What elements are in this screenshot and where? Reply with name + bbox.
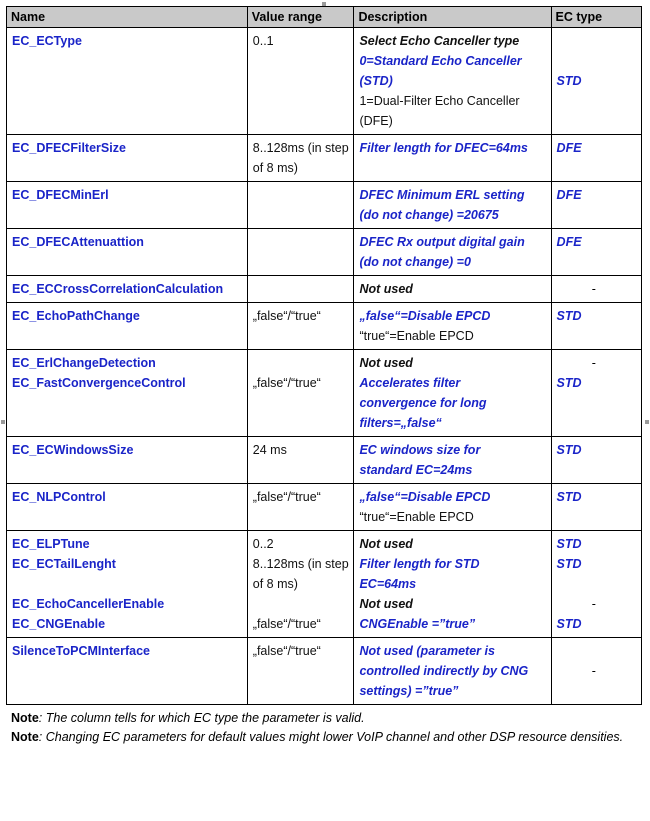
header-description: Description xyxy=(354,7,551,28)
ec-type-value: STD xyxy=(556,376,582,390)
ec-type-value: DFE xyxy=(556,235,582,249)
cell-description xyxy=(354,276,551,303)
resize-handle-top[interactable] xyxy=(322,2,326,6)
description-line: DFEC Minimum ERL setting xyxy=(359,188,525,202)
note-line xyxy=(11,728,637,747)
description-line: (DFE) xyxy=(359,114,393,128)
description-line: EC=64ms xyxy=(359,577,417,591)
cell-description xyxy=(354,531,551,638)
cell-name xyxy=(7,135,248,182)
cell-value-range xyxy=(247,229,354,276)
description-line: Not used xyxy=(359,356,413,370)
ec-type-value: STD xyxy=(556,309,582,323)
value-range-text: „false“/“true“ xyxy=(252,309,321,323)
cell-name xyxy=(7,350,248,437)
parameter-name: EC_FastConvergenceControl xyxy=(12,376,186,390)
cell-description xyxy=(354,135,551,182)
note-text: : The column tells for which EC type the parameter is valid. xyxy=(38,711,365,725)
ec-type-value xyxy=(557,91,637,111)
parameter-table-sheet xyxy=(6,6,642,753)
cell-ec-type xyxy=(551,28,641,135)
cell-value-range xyxy=(247,28,354,135)
ec-type-value xyxy=(557,574,637,594)
value-range-text: 0..1 xyxy=(252,34,274,48)
cell-description xyxy=(354,303,551,350)
table-row xyxy=(7,638,642,705)
description-line: CNGEnable =”true” xyxy=(359,617,476,631)
description-line: “true“=Enable EPCD xyxy=(359,329,474,343)
ec-type-value: STD xyxy=(556,617,582,631)
ec-type-value: STD xyxy=(556,557,582,571)
description-line: filters=„false“ xyxy=(359,416,442,430)
cell-value-range xyxy=(247,303,354,350)
cell-value-range xyxy=(247,437,354,484)
parameter-name: EC_DFECFilterSize xyxy=(12,141,126,155)
ec-type-value: - xyxy=(591,597,596,611)
ec-type-value xyxy=(557,111,637,131)
cell-name xyxy=(7,437,248,484)
cell-description xyxy=(354,437,551,484)
ec-type-value: - xyxy=(591,282,596,296)
parameter-name: EC_ELPTune xyxy=(12,537,90,551)
ec-parameter-table xyxy=(6,6,642,705)
cell-value-range xyxy=(247,135,354,182)
note-label: Note xyxy=(11,730,39,744)
value-range-text: „false“/“true“ xyxy=(252,490,321,504)
value-range-text: 24 ms xyxy=(252,443,287,457)
cell-name xyxy=(7,28,248,135)
description-line: settings) =”true” xyxy=(359,684,459,698)
value-range-text: 8..128ms (in step xyxy=(252,557,349,571)
table-row xyxy=(7,484,642,531)
parameter-name xyxy=(12,574,243,594)
ec-type-value: DFE xyxy=(556,141,582,155)
cell-ec-type xyxy=(551,182,641,229)
description-line: (do not change) =20675 xyxy=(359,208,499,222)
value-range-text: of 8 ms) xyxy=(252,577,298,591)
note-label: Note xyxy=(11,711,39,725)
value-range-text: „false“/“true“ xyxy=(252,376,321,390)
parameter-name: EC_DFECAttenuattion xyxy=(12,235,144,249)
parameter-name: EC_EchoPathChange xyxy=(12,309,140,323)
parameter-name: EC_EchoCancellerEnable xyxy=(12,597,165,611)
cell-name xyxy=(7,229,248,276)
cell-name xyxy=(7,638,248,705)
ec-type-value xyxy=(557,31,637,51)
ec-type-value: DFE xyxy=(556,188,582,202)
description-line: Select Echo Canceller type xyxy=(359,34,520,48)
description-line: (do not change) =0 xyxy=(359,255,471,269)
table-row xyxy=(7,229,642,276)
ec-type-value xyxy=(557,51,637,71)
table-row xyxy=(7,350,642,437)
description-line: “true“=Enable EPCD xyxy=(359,510,474,524)
cell-ec-type xyxy=(551,135,641,182)
resize-handle-right[interactable] xyxy=(645,420,649,424)
note-text: : Changing EC parameters for default values might lower VoIP channel and other DSP resource densities. xyxy=(38,730,624,744)
description-line: 0=Standard Echo Canceller xyxy=(359,54,522,68)
cell-ec-type xyxy=(551,229,641,276)
value-range-text: 0..2 xyxy=(252,537,274,551)
description-line: (STD) xyxy=(359,74,393,88)
cell-name xyxy=(7,484,248,531)
description-line: „false“=Disable EPCD xyxy=(359,490,491,504)
cell-ec-type xyxy=(551,638,641,705)
description-line: 1=Dual-Filter Echo Canceller xyxy=(359,94,520,108)
parameter-name: EC_CNGEnable xyxy=(12,617,106,631)
cell-ec-type xyxy=(551,276,641,303)
value-range-text xyxy=(253,353,350,373)
description-line: Not used xyxy=(359,597,413,611)
cell-ec-type xyxy=(551,350,641,437)
value-range-text xyxy=(253,594,350,614)
cell-name xyxy=(7,182,248,229)
description-line: „false“=Disable EPCD xyxy=(359,309,491,323)
cell-ec-type xyxy=(551,303,641,350)
table-row xyxy=(7,276,642,303)
value-range-text: of 8 ms) xyxy=(252,161,298,175)
note-line xyxy=(11,709,637,728)
cell-name xyxy=(7,303,248,350)
header-name: Name xyxy=(7,7,248,28)
parameter-name: EC_ErlChangeDetection xyxy=(12,356,156,370)
ec-type-value: - xyxy=(591,664,596,678)
ec-type-value: STD xyxy=(556,490,582,504)
cell-description xyxy=(354,484,551,531)
parameter-name: EC_ECTailLenght xyxy=(12,557,116,571)
ec-type-value: STD xyxy=(556,74,582,88)
cell-name xyxy=(7,276,248,303)
ec-type-value: STD xyxy=(556,443,582,457)
header-value-range: Value range xyxy=(247,7,354,28)
table-row xyxy=(7,531,642,638)
description-line: Not used xyxy=(359,537,413,551)
description-line: convergence for long xyxy=(359,396,487,410)
table-row xyxy=(7,303,642,350)
table-row xyxy=(7,437,642,484)
description-line: Not used (parameter is xyxy=(359,644,495,658)
cell-description xyxy=(354,638,551,705)
parameter-name: EC_DFECMinErl xyxy=(12,188,109,202)
table-header-row xyxy=(7,7,642,28)
description-line: Filter length for STD xyxy=(359,557,480,571)
description-line: Accelerates filter xyxy=(359,376,461,390)
table-row xyxy=(7,182,642,229)
cell-ec-type xyxy=(551,484,641,531)
cell-ec-type xyxy=(551,437,641,484)
cell-ec-type xyxy=(551,531,641,638)
cell-value-range xyxy=(247,484,354,531)
cell-value-range xyxy=(247,638,354,705)
cell-description xyxy=(354,28,551,135)
description-line: standard EC=24ms xyxy=(359,463,473,477)
cell-value-range xyxy=(247,276,354,303)
table-body xyxy=(7,28,642,705)
parameter-name: SilenceToPCMInterface xyxy=(12,644,151,658)
table-row xyxy=(7,135,642,182)
notes-section xyxy=(6,705,642,753)
ec-type-value: - xyxy=(591,356,596,370)
description-line: Not used xyxy=(359,282,413,296)
cell-name xyxy=(7,531,248,638)
description-line: Filter length for DFEC=64ms xyxy=(359,141,528,155)
description-line: EC windows size for xyxy=(359,443,481,457)
cell-value-range xyxy=(247,531,354,638)
ec-type-value xyxy=(557,681,637,701)
description-line: DFEC Rx output digital gain xyxy=(359,235,525,249)
value-range-text: „false“/“true“ xyxy=(252,617,321,631)
cell-description xyxy=(354,182,551,229)
parameter-name: EC_ECType xyxy=(12,34,82,48)
parameter-name: EC_NLPControl xyxy=(12,490,106,504)
ec-type-value: STD xyxy=(556,537,582,551)
cell-value-range xyxy=(247,182,354,229)
ec-type-value xyxy=(557,641,637,661)
cell-description xyxy=(354,350,551,437)
table-row xyxy=(7,28,642,135)
parameter-name: EC_ECWindowsSize xyxy=(12,443,134,457)
parameter-name: EC_ECCrossCorrelationCalculation xyxy=(12,282,224,296)
value-range-text: „false“/“true“ xyxy=(252,644,321,658)
value-range-text: 8..128ms (in step xyxy=(252,141,349,155)
cell-value-range xyxy=(247,350,354,437)
description-line: controlled indirectly by CNG xyxy=(359,664,529,678)
resize-handle-left[interactable] xyxy=(1,420,5,424)
header-ec-type: EC type xyxy=(551,7,641,28)
cell-description xyxy=(354,229,551,276)
